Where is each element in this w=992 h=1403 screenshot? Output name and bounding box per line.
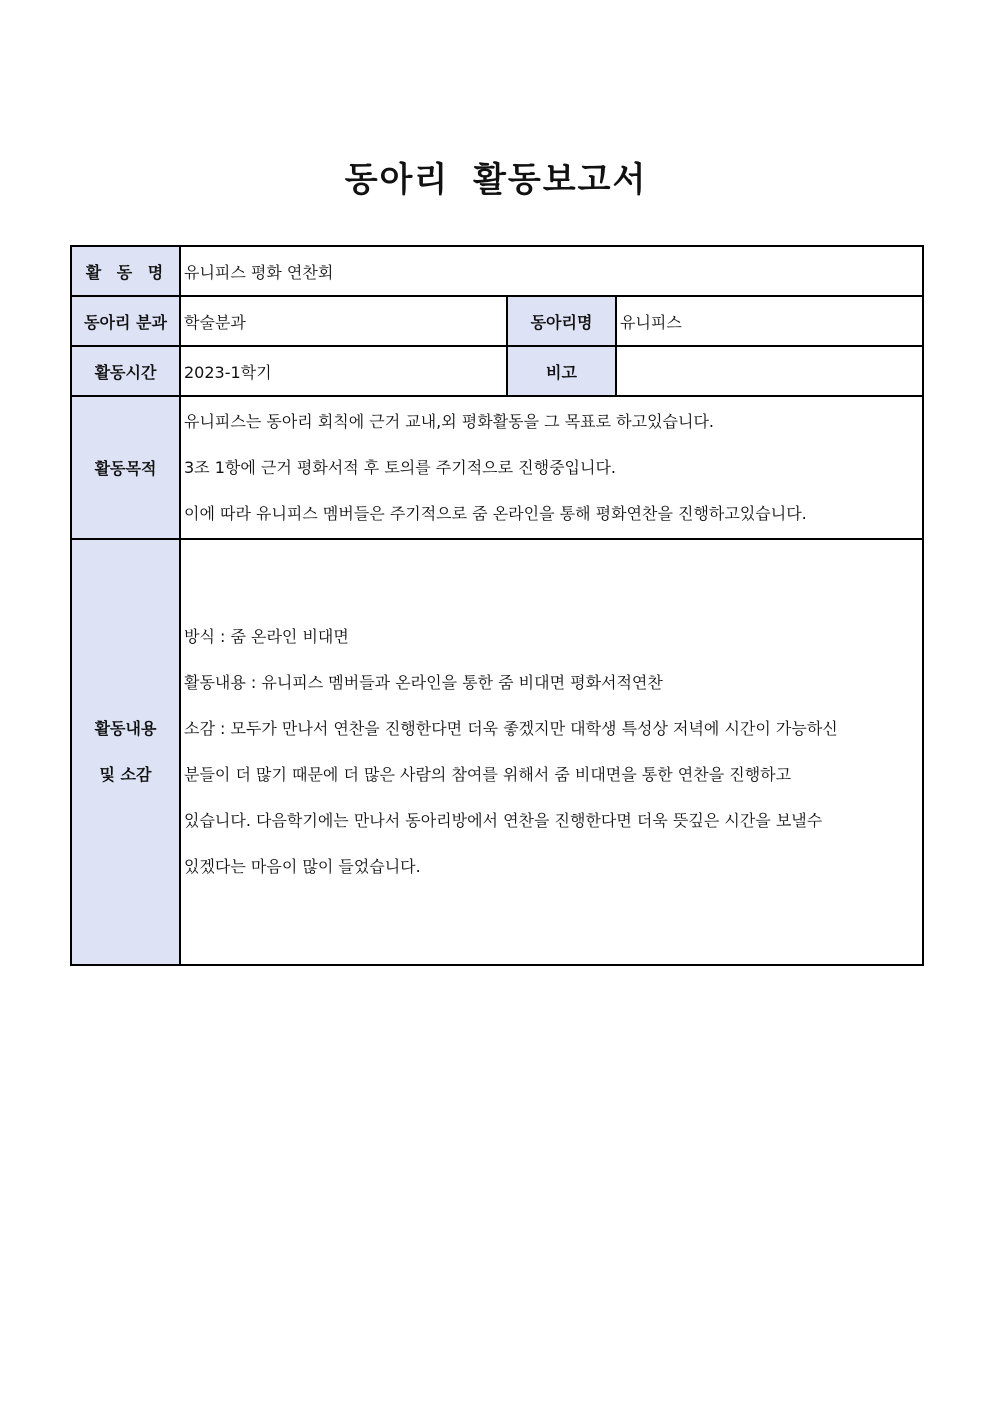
remarks-label: 비고: [507, 346, 616, 396]
activity-time-label: 활동시간: [71, 346, 180, 396]
content-label-line: 및 소감: [99, 765, 152, 784]
activity-time-value: 2023-1학기: [180, 346, 507, 396]
content-label: [71, 539, 180, 965]
activity-name-value: 유니피스 평화 연찬회: [180, 246, 923, 296]
content-line: 있겠다는 마음이 많이 들었습니다.: [184, 857, 421, 876]
activity-report-table: [70, 245, 924, 966]
content-line: 활동내용 : 유니피스 멤버들과 온라인을 통한 줌 비대면 평화서적연찬: [184, 673, 663, 692]
row-purpose: [71, 396, 923, 539]
content-line: 소감 : 모두가 만나서 연찬을 진행한다면 더욱 좋겠지만 대학생 특성상 저녁에 시간이 가능하신: [184, 719, 838, 738]
row-activity-time: [71, 346, 923, 396]
row-club-info: [71, 296, 923, 346]
content-label-line: 활동내용: [94, 719, 157, 738]
activity-name-label: 활 동 명: [71, 246, 180, 296]
document-title: 동아리 활동보고서: [344, 160, 648, 200]
content-line: 방식 : 줌 온라인 비대면: [184, 627, 349, 646]
remarks-value: [616, 346, 923, 396]
club-category-value: 학술분과: [180, 296, 507, 346]
purpose-line: 이에 따라 유니피스 멤버들은 주기적으로 줌 온라인을 통해 평화연찬을 진행하고있습니다.: [184, 503, 807, 523]
purpose-line: 3조 1항에 근거 평화서적 후 토의를 주기적으로 진행중입니다.: [184, 457, 616, 477]
club-name-label: 동아리명: [507, 296, 616, 346]
purpose-label: 활동목적: [71, 396, 180, 539]
content-line: 분들이 더 많기 때문에 더 많은 사람의 참여를 위해서 줌 비대면을 통한 연찬을 진행하고: [184, 765, 792, 784]
content-line: 있습니다. 다음학기에는 만나서 동아리방에서 연찬을 진행한다면 더욱 뜻깊은 시간을 보낼수: [184, 811, 823, 830]
purpose-value: [180, 396, 923, 539]
purpose-line: 유니피스는 동아리 회칙에 근거 교내,외 평화활동을 그 목표로 하고있습니다.: [184, 411, 714, 431]
club-category-label: 동아리 분과: [71, 296, 180, 346]
row-activity-name: [71, 246, 923, 296]
club-name-value: 유니피스: [616, 296, 923, 346]
row-content: [71, 539, 923, 965]
content-value: [180, 539, 923, 965]
